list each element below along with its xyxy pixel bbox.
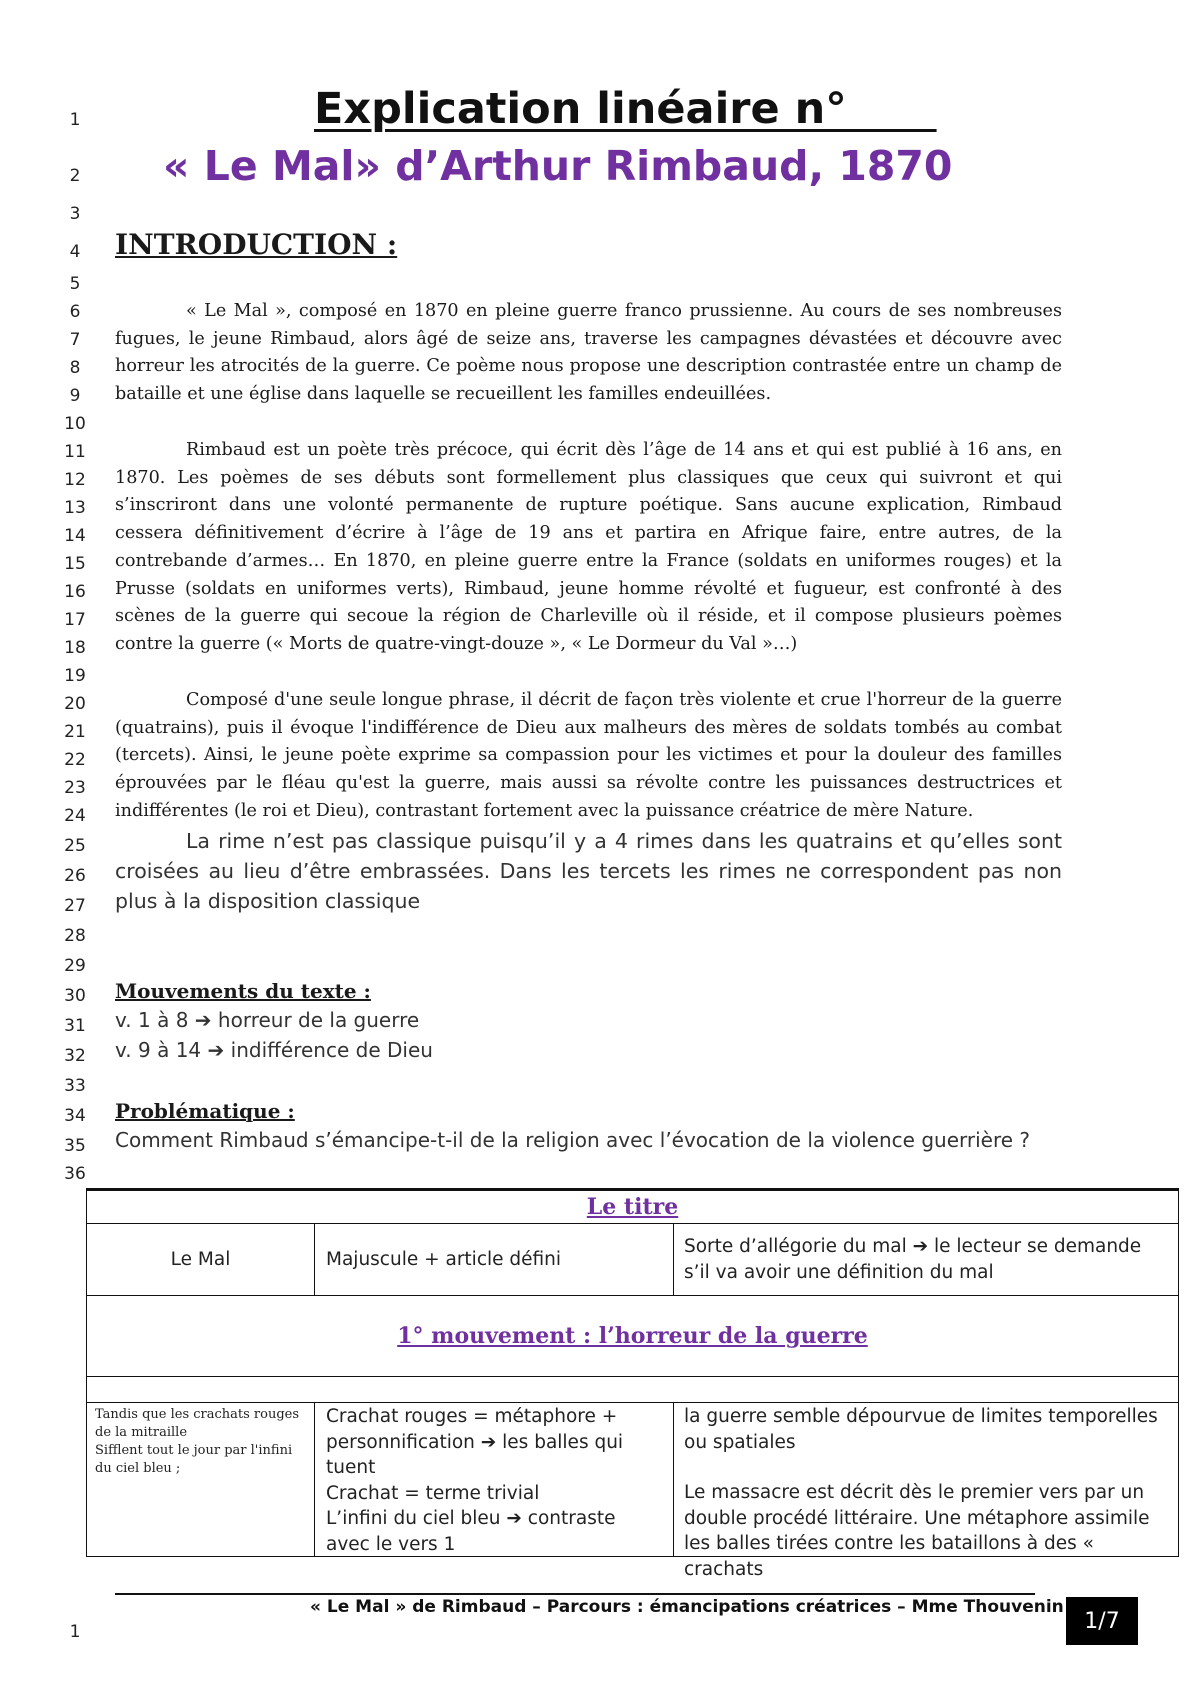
movement-2: v. 9 à 14 ➔ indifférence de Dieu (115, 1038, 433, 1062)
arrow-right-icon: ➔ (912, 1236, 929, 1257)
problematique-heading: Problématique : (115, 1099, 295, 1123)
analysis-line: Crachat = terme trivial (326, 1482, 540, 1504)
line-number: 28 (64, 926, 86, 946)
line-number: 8 (69, 358, 81, 378)
line-number: 25 (64, 836, 86, 856)
line-number: 4 (69, 242, 81, 262)
page-number: 1/7 (1066, 1597, 1138, 1645)
line-number: 11 (64, 442, 86, 462)
analysis-line: personnification ➔ les balles qui (326, 1431, 624, 1453)
quote-line: Sifflent tout le jour par l'infini (95, 1443, 293, 1458)
intro-paragraph-4: La rime n’est pas classique puisqu’il y a 4 rimes dans les quatrains et qu’elles sont croisées au lieu d’être embrassées. Dans les tercets les rimes ne correspondent pas non plus à la disposition classique (115, 829, 1062, 913)
line-number: 5 (69, 274, 81, 294)
quote-line: de la mitraille (95, 1425, 188, 1440)
title-header: Le titre (586, 1194, 679, 1220)
line-number: 23 (64, 778, 86, 798)
line-number: 34 (64, 1106, 86, 1126)
page-title: Explication linéaire n° (314, 84, 937, 134)
interpretation-cell (673, 1402, 1179, 1580)
cell-text: Le Mal (170, 1248, 231, 1270)
analysis-line: avec le vers 1 (326, 1533, 456, 1555)
line-number: 24 (64, 806, 86, 826)
line-number: 22 (64, 750, 86, 770)
cell-text: Majuscule + article défini (326, 1248, 562, 1270)
intro-paragraph-1: « Le Mal », composé en 1870 en pleine guerre franco prussienne. Au cours de ses nombreuses fugues, le jeune Rimbaud, alors âgé de seize ans, traverse les campagnes dévastées et découvre avec horreur les atrocités de la guerre. Ce poème nous propose une description contrastée entre un champ de bataille et une église dans laquelle se recueillent les familles endeuillées. (115, 301, 1062, 405)
spacer-row (86, 1376, 1179, 1403)
arrow-right-icon: ➔ (207, 1038, 225, 1062)
arrow-right-icon: ➔ (194, 1008, 212, 1032)
line-number: 31 (64, 1016, 86, 1036)
footer-line-number: 1 (69, 1622, 81, 1642)
title-header-cell (86, 1190, 1179, 1224)
line-number: 14 (64, 526, 86, 546)
interpretation-text: Le massacre est décrit dès le premier vers par un double procédé littéraire. Une métaphore assimile les balles tirées contre les bataillons à des « crachats (684, 1482, 1150, 1580)
analysis-line: Crachat rouges = métaphore + (326, 1406, 618, 1427)
line-number: 12 (64, 470, 86, 490)
footer-text: « Le Mal » de Rimbaud – Parcours : émancipations créatrices – Mme Thouvenin (310, 1597, 1064, 1617)
arrow-right-icon: ➔ (480, 1431, 497, 1453)
table-cell (86, 1223, 315, 1296)
line-number: 20 (64, 694, 86, 714)
page-subtitle: « Le Mal» d’Arthur Rimbaud, 1870 (163, 142, 953, 190)
line-number: 7 (69, 330, 81, 350)
quote-line: Tandis que les crachats rouges (95, 1407, 300, 1422)
line-number: 21 (64, 722, 86, 742)
movement-1: v. 1 à 8 ➔ horreur de la guerre (115, 1008, 420, 1032)
line-number: 13 (64, 498, 86, 518)
line-number: 36 (64, 1164, 86, 1184)
line-number: 30 (64, 986, 86, 1006)
line-number: 18 (64, 638, 86, 658)
line-number: 29 (64, 956, 86, 976)
intro-paragraph-3: Composé d'une seule longue phrase, il décrit de façon très violente et crue l'horreur de la guerre (quatrains), puis il évoque l'indifférence de Dieu aux malheurs des mères de soldats tombés au combat (tercets). Ainsi, le jeune poète exprime sa compassion pour les victimes et pour la douleur des familles éprouvées par le fléau qu'est la guerre, mais aussi sa révolte contre les puissances destructrices et indifférentes (le roi et Dieu), contrastant fortement avec la puissance créatrice de mère Nature. (115, 690, 1062, 821)
movement-header: 1° mouvement : l’horreur de la guerre (397, 1323, 868, 1349)
line-number: 32 (64, 1046, 86, 1066)
interpretation-text: la guerre semble dépourvue de limites temporelles ou spatiales (684, 1406, 1158, 1453)
line-number: 1 (69, 110, 81, 130)
quote-line: du ciel bleu ; (95, 1461, 181, 1476)
problematique-text: Comment Rimbaud s’émancipe-t-il de la religion avec l’évocation de la violence guerrière ? (115, 1128, 1031, 1152)
line-number: 16 (64, 582, 86, 602)
quote-cell (86, 1402, 315, 1557)
line-number: 3 (69, 204, 81, 224)
analysis-line: L’infini du ciel bleu ➔ contraste (326, 1508, 616, 1529)
line-number: 33 (64, 1076, 86, 1096)
cell-text: Sorte d’allégorie du mal ➔ le lecteur se demande s’il va avoir une définition du mal (684, 1236, 1142, 1283)
line-number: 35 (64, 1136, 86, 1156)
introduction-heading: INTRODUCTION : (115, 228, 398, 261)
table-cell (673, 1223, 1179, 1296)
line-number: 10 (64, 414, 86, 434)
movement-header-cell (86, 1295, 1179, 1377)
analysis-line: tuent (326, 1457, 376, 1478)
line-number: 6 (69, 302, 81, 322)
footer-divider (115, 1593, 1035, 1595)
table-cell (314, 1223, 674, 1296)
intro-paragraph-2: Rimbaud est un poète très précoce, qui écrit dès l’âge de 14 ans et qui est publié à 16 ans, en 1870. Les poèmes de ses débuts sont formellement plus classiques que ceux qui suivront et qui s’inscriront dans une volonté permanente de rupture poétique. Sans aucune explication, Rimbaud cessera définitivement d’écrire à l’âge de 19 ans et partira en Afrique faire, entre autres, de la contrebande d’armes… En 1870, en pleine guerre entre la France (soldats en uniformes rouges) et la Prusse (soldats en uniformes verts), Rimbaud, jeune homme révolté et fugueur, est confronté à des scènes de la guerre qui secoue la région de Charleville où il réside, et il compose plusieurs poèmes contre la guerre (« Morts de quatre-vingt-douze », « Le Dormeur du Val »…) (115, 440, 1062, 654)
analysis-cell (314, 1402, 674, 1557)
line-number: 19 (64, 666, 86, 686)
line-number: 15 (64, 554, 86, 574)
line-number: 2 (69, 166, 81, 186)
movements-heading: Mouvements du texte : (115, 979, 371, 1003)
analysis-table (86, 1188, 1179, 1580)
line-number: 9 (69, 386, 81, 406)
arrow-right-icon: ➔ (506, 1508, 522, 1529)
line-number: 27 (64, 896, 86, 916)
line-number: 26 (64, 866, 86, 886)
line-number: 17 (64, 610, 86, 630)
